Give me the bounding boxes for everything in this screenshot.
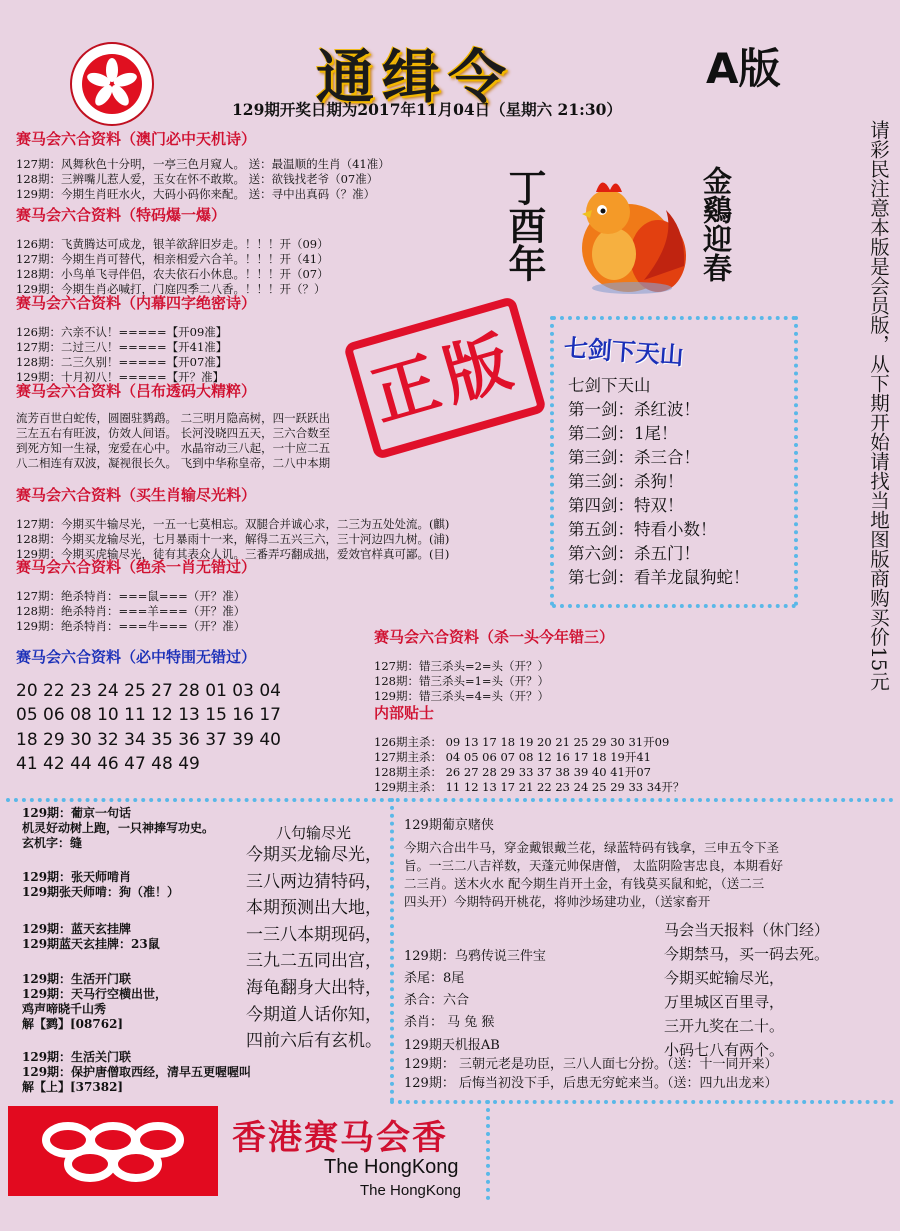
list-item: 八二相连有双波，凝视很长久。 飞到中华称皇帝，二八中本期 <box>16 456 331 470</box>
edition-label: A版 <box>706 44 781 93</box>
block-line: 万里城区百里寻， <box>664 993 785 1011</box>
sword-line: 第七剑：看羊龙鼠狗蛇！ <box>568 568 750 587</box>
poem-line: 三八两边猜特码， <box>246 871 382 892</box>
sword-line: 第一剑：杀红波！ <box>568 400 700 419</box>
block-line: 杀尾：8尾 <box>404 971 465 986</box>
list-item: 128期：错三杀头=1=头（开？） <box>374 674 550 688</box>
page-title: 通缉令 <box>316 43 515 111</box>
block-title: 129期：葡京一句话 <box>22 806 132 820</box>
list-item: 三左五右有旺波，仿效人间语。 长河没晓四五天，三六合数至 <box>16 426 331 440</box>
list-item: 127期：错三杀头=2=头（开？） <box>374 659 550 673</box>
list-item: 128期：二三久别！=====【开07准】 <box>16 355 228 369</box>
block-line: 旨。一三二八吉祥数，天蓬元帅保唐僧， 太监阴险害忠良，本期看好 <box>404 858 783 873</box>
list-item: 126期：六亲不认！=====【开09准】 <box>16 325 228 339</box>
block-line: 129期：保护唐僧取西经，清早五更喔喔叫 <box>22 1065 252 1079</box>
list-item: 128期：今期买龙输尽光，七月暴雨十一来，解得二五兴三六，三十河边四九树。(浦) <box>16 532 450 546</box>
section-special-numbers <box>16 646 281 777</box>
section-macau-poem <box>16 128 390 202</box>
section-title: 赛马会六合资料（澳门必中天机诗） <box>16 130 257 148</box>
sword-line: 第六剑：杀五门！ <box>568 544 700 563</box>
list-item: 129期：错三杀头=4=头（开？） <box>374 689 550 703</box>
sword-line: 七剑下天山 <box>568 376 651 395</box>
section-title: 赛马会六合资料（买生肖输尽光料） <box>16 486 257 504</box>
poem-line: 今期道人话你知， <box>246 1004 382 1025</box>
section-buy-lose <box>16 484 449 562</box>
sword-line: 第四剑：特双！ <box>568 496 684 515</box>
hk-emblem <box>70 42 154 126</box>
section-lvbu <box>16 380 330 471</box>
footer-brand-en: The HongKong <box>324 1156 459 1178</box>
list-item: 129期：今期生肖必喊打，门庭四季二八香。！！！开（？） <box>16 282 326 296</box>
section-special-burst <box>16 204 329 297</box>
block-line: 129期蓝天玄挂牌：23鼠 <box>22 937 160 951</box>
section-kill-one <box>16 556 256 634</box>
number-row: 05 06 08 10 11 12 13 15 16 17 <box>16 705 281 726</box>
list-item: 128期：三辨嘴儿惹人爱，玉女在怀不敢欺。 送：欲钱找老爷（07准） <box>16 172 379 186</box>
bauhinia-icon <box>72 44 152 124</box>
list-item: 129期：今期买虎输尽光，徒有其表众人讥。三番弄巧翻成拙，爱效官样真可鄙。(目) <box>16 547 450 561</box>
block-title: 129期：张天师啃肖 <box>22 870 132 884</box>
footer-brand-cn: 香港赛马会香 <box>232 1118 448 1158</box>
section-title: 赛马会六合资料（杀一头今年错三） <box>374 628 615 646</box>
genuine-stamp: 正版 <box>343 296 547 460</box>
section-insider <box>374 702 684 795</box>
block-line: 129期： 三朝元老是功臣，三八人面七分扮。（送：十一同开来） <box>404 1057 778 1072</box>
section-title: 赛马会六合资料（必中特围无错过） <box>16 648 257 666</box>
sword-line: 第三剑：杀狗！ <box>568 472 684 491</box>
section-title: 赛马会六合资料（特码爆一爆） <box>16 206 227 224</box>
list-item: 127期主杀： 04 05 06 07 08 12 16 17 18 19开41 <box>374 750 651 764</box>
list-item: 128期主杀： 26 27 28 29 33 37 38 39 40 41开07 <box>374 765 651 779</box>
list-item: 127期：二过三八！=====【开41准】 <box>16 340 228 354</box>
member-notice: 请彩民注意本版是会员版，从下期开始请找当地图版商购买价15元 <box>867 120 890 691</box>
list-item: 127期：今期生肖可替代，相亲相爱六合羊。！！！开（41） <box>16 252 329 266</box>
block-line: 129期：天马行空横出世， <box>22 987 168 1001</box>
sword-line: 第二剑：1尾！ <box>568 424 678 443</box>
list-item: 129期：绝杀特肖：===牛===（开？准） <box>16 619 246 633</box>
list-item: 127期：今期买牛输尽光，一五一七莫相忘。双腿合并诚心求，二三为五处处流。(麒) <box>16 517 450 531</box>
list-item: 流芳百世白蛇传，圆圈驻鹨鹉。 二三明月隐高树，四一跃跃出 <box>16 411 331 425</box>
rooster-icon <box>566 170 696 300</box>
zodiac-year: 丁酉年 <box>502 168 547 282</box>
gamble-block <box>404 818 783 911</box>
block-line: 129期张天师啃：狗（准！） <box>22 885 180 899</box>
list-item: 127期：风舞秋色十分明，一亭三色月窥人。 送：最温顺的生肖（41准） <box>16 157 390 171</box>
poem <box>246 842 382 1055</box>
poem-line: 海龟翻身大出特， <box>246 977 382 998</box>
list-item: 129期主杀： 11 12 13 17 21 22 23 24 25 29 33 34开？ <box>374 780 685 794</box>
section-four-char <box>16 292 256 385</box>
list-item: 129期：今期生肖旺水火，大码小码你来配。 送：寻中出真码（？准） <box>16 187 376 201</box>
block-line: 四头开）今期特码开桃花，将帅沙场建功业，（送家畜开 <box>404 894 711 909</box>
block-title: 129期：生活开门联 <box>22 972 132 986</box>
seven-swords-banner: 七剑下天山 <box>562 332 685 371</box>
section-title: 赛马会六合资料（内幕四字绝密诗） <box>16 294 257 312</box>
sword-line: 第五剑：特看小数！ <box>568 520 717 539</box>
poem-line: 一三八本期现码， <box>246 924 382 945</box>
block-line: 今期禁马，买一码去死。 <box>664 945 830 963</box>
number-row: 20 22 23 24 25 27 28 01 03 04 <box>16 681 281 701</box>
draw-date: 129期开奖日期为2017年11月04日（星期六 21:30） <box>232 100 622 119</box>
block-title: 129期：生活关门联 <box>22 1050 132 1064</box>
section-kill-head <box>374 626 614 704</box>
footer-brand-en-2: The HongKong <box>360 1182 461 1199</box>
spring-slogan: 金鷄迎春 <box>699 166 733 282</box>
poem-line: 本期预测出大地， <box>246 898 382 919</box>
poem-title: 八句输尽光 <box>276 824 352 842</box>
section-title: 内部贴士 <box>374 704 435 722</box>
list-item: 127期：绝杀特肖：===鼠===（开？准） <box>16 589 246 603</box>
block-line: 129期： 后悔当初没下手，后患无穷蛇来当。（送：四九出龙来） <box>404 1076 778 1091</box>
block-line: 解【上】[37382] <box>22 1080 124 1094</box>
block-line: 三开九奖在二十。 <box>664 1017 785 1035</box>
block-line: 机灵好动树上跑，一只神捧写功史。 <box>22 821 215 835</box>
poem-line: 今期买龙输尽光， <box>246 845 382 865</box>
block-title: 129期天机报AB <box>404 1038 500 1053</box>
ab-block <box>404 1036 777 1093</box>
list-item: 129期：十月初八！=====【开？准】 <box>16 370 225 384</box>
list-item: 到死方知一生禄，宠爱在心中。 水晶帘动三八起，一十应二五 <box>16 441 331 455</box>
block-title: 129期葡京赌侠 <box>404 818 494 833</box>
block-line: 鸡声啼晓千山秀 <box>22 1002 107 1016</box>
crow-block <box>404 946 546 1034</box>
section-title: 赛马会六合资料（吕布透码大精粹） <box>16 382 257 400</box>
block-title: 129期：乌鸦传说三件宝 <box>404 949 546 964</box>
poem-line: 四前六后有玄机。 <box>246 1031 382 1052</box>
block-line: 玄机字：缝 <box>22 836 83 850</box>
block-line: 杀肖： 马 兔 猴 <box>404 1015 495 1030</box>
poem-line: 三九二五同出宫， <box>246 951 382 972</box>
list-item: 128期：小鸟单飞寻伴侣，农夫依石小休息。！！！开（07） <box>16 267 329 281</box>
hkjc-emblem-icon <box>8 1106 218 1196</box>
block-line: 二三肖。送木火水 配今期生肖开土金，有钱莫买鼠和蛇，（送二三 <box>404 876 765 891</box>
block-line: 今期六合出牛马，穿金戴银戴兰花，绿蓝特码有钱拿，三申五令下圣 <box>404 840 780 855</box>
block-title: 马会当天报料（休门经） <box>664 921 830 939</box>
block-line: 杀合：六合 <box>404 993 470 1008</box>
block-line: 今期买蛇输尽光， <box>664 969 785 987</box>
section-title: 赛马会六合资料（绝杀一肖无错过） <box>16 558 257 576</box>
block-title: 129期：蓝天玄挂牌 <box>22 922 132 936</box>
list-item: 126期：飞黄腾达可成龙，银羊欲辞旧岁走。！！！开（09） <box>16 237 329 251</box>
list-item: 126期主杀： 09 13 17 18 19 20 21 25 29 30 31开09 <box>374 735 670 749</box>
block-line: 小码七八有两个。 <box>664 1041 785 1059</box>
sword-line: 第三剑：杀三合！ <box>568 448 700 467</box>
hkjc-logo <box>8 1106 218 1196</box>
list-item: 128期：绝杀特肖：===羊===（开？准） <box>16 604 246 618</box>
block-line: 解【鹨】[08762] <box>22 1017 124 1031</box>
seven-swords-box <box>556 318 792 604</box>
number-row: 18 29 30 32 34 35 36 37 39 40 <box>16 729 281 750</box>
number-row: 41 42 44 46 47 48 49 <box>16 754 200 775</box>
